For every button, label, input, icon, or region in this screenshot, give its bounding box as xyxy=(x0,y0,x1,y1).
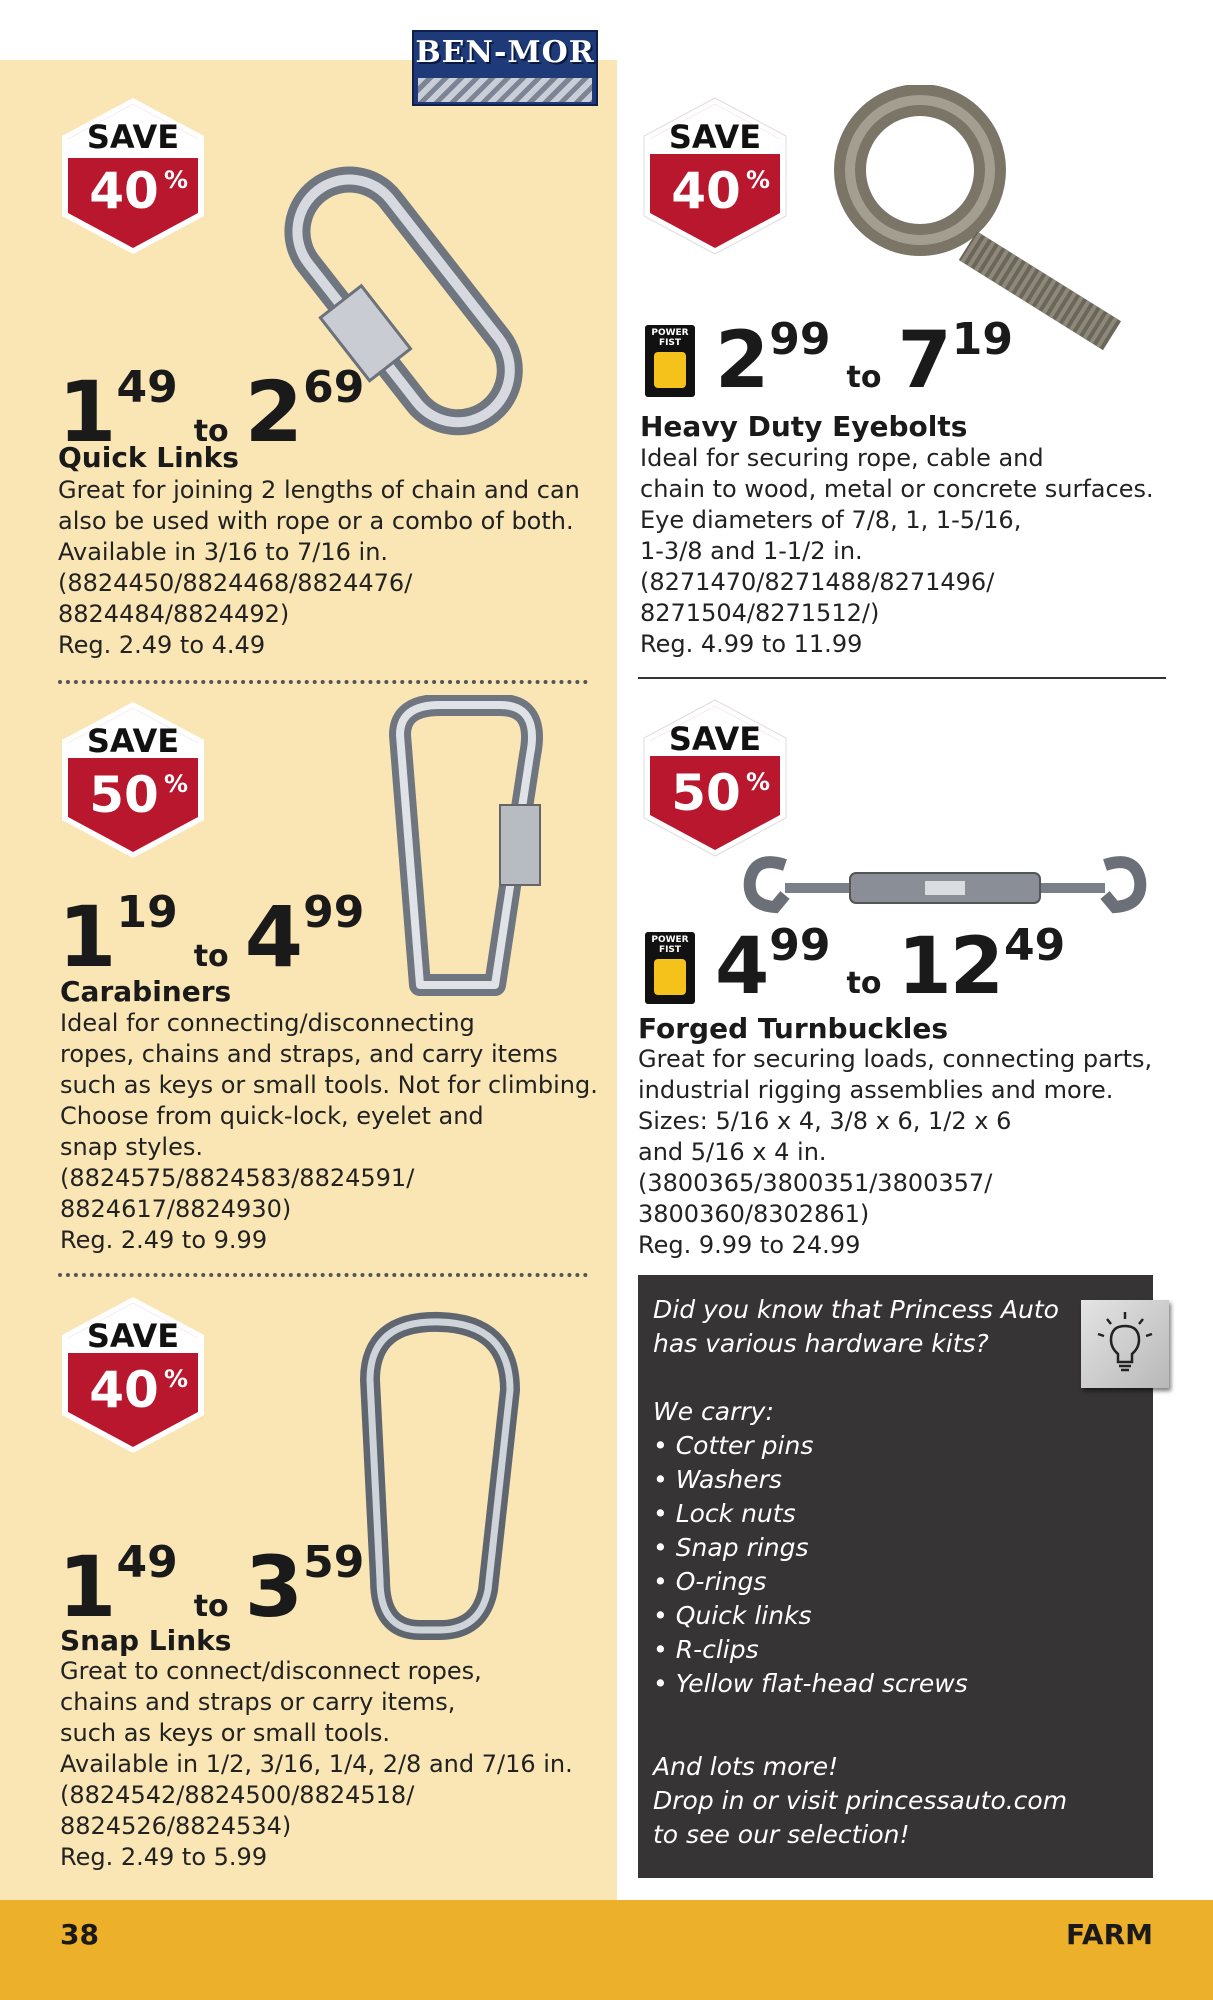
price-from-cents: 49 xyxy=(116,1537,178,1588)
price-from: 1 xyxy=(58,888,115,986)
price-to-cents: 49 xyxy=(1004,920,1066,971)
price-from-cents: 19 xyxy=(116,887,178,938)
svg-text:%: % xyxy=(163,770,189,798)
regular-price: Reg. 2.49 to 9.99 xyxy=(60,1226,268,1254)
divider xyxy=(58,680,588,684)
product-description: Great for joining 2 lengths of chain and can also be used with rope or a combo of both. Available in 3/16 to 7/16 in. (8824450/8824468/8824476/ 8824484/8824492) Reg. 2.49 to 4.49 xyxy=(58,475,598,661)
page-number: 38 xyxy=(60,1918,99,1951)
product-title: Carabiners xyxy=(60,975,232,1008)
power-fist-logo: POWER FIST xyxy=(645,325,695,397)
svg-text:40: 40 xyxy=(89,162,159,220)
price-from: 1 xyxy=(58,1538,115,1636)
product-description: Great for securing loads, connecting parts, industrial rigging assemblies and more. Sizes: 5/16 x 4, 3/8 x 6, 1/2 x 6 and 5/16 x 4 in. (3800365/3800351/3800357/ 3800360/8302861) Reg. 9.99 to 24.99 xyxy=(638,1044,1178,1261)
price-to-word: to xyxy=(846,966,882,1001)
price-to-word: to xyxy=(846,360,882,395)
svg-text:SAVE: SAVE xyxy=(86,1317,180,1355)
price-range xyxy=(715,314,1013,406)
price-from-cents: 49 xyxy=(116,362,178,413)
info-list-item: • Lock nuts xyxy=(653,1499,796,1528)
snap-link-icon xyxy=(360,1310,540,1650)
save-badge xyxy=(640,698,790,858)
save-badge xyxy=(58,96,208,256)
price-from: 2 xyxy=(715,316,768,406)
svg-text:50: 50 xyxy=(89,766,159,824)
price-to: 2 xyxy=(244,363,302,461)
product-description: Ideal for connecting/disconnecting ropes, chains and straps, and carry items such as keys or small tools. Not for climbing. Choose from quick-lock, eyelet and snap styles. (8824575/8824583/8824591/ 8824617/8824930) Reg. 2.49 to 9.99 xyxy=(60,1008,600,1256)
info-line: Did you know that Princess Auto xyxy=(653,1295,1059,1324)
info-line: has various hardware kits? xyxy=(653,1329,989,1358)
rope-graphic xyxy=(418,78,592,102)
svg-text:SAVE: SAVE xyxy=(668,720,762,758)
turnbuckle-icon xyxy=(735,845,1155,925)
svg-text:SAVE: SAVE xyxy=(86,118,180,156)
price-to: 7 xyxy=(897,316,950,406)
regular-price: Reg. 4.99 to 11.99 xyxy=(640,630,863,658)
info-list-item: • Snap rings xyxy=(653,1533,809,1562)
price-range xyxy=(58,1537,365,1636)
product-description: Great to connect/disconnect ropes, chains and straps or carry items, such as keys or small tools. Available in 1/2, 3/16, 1/4, 2/8 and 7/16 in. (8824542/8824500/8824518/ 8824526/8824534) Reg. 2.49 to 5.99 xyxy=(60,1656,610,1873)
price-from-cents: 99 xyxy=(769,920,831,971)
regular-price: Reg. 9.99 to 24.99 xyxy=(638,1231,861,1259)
svg-text:40: 40 xyxy=(89,1361,159,1419)
product-title: Forged Turnbuckles xyxy=(638,1012,949,1045)
price-to-cents: 19 xyxy=(951,314,1013,365)
svg-text:50: 50 xyxy=(671,764,741,822)
price-range xyxy=(58,887,365,986)
info-list-item: • Washers xyxy=(653,1465,782,1494)
svg-text:40: 40 xyxy=(671,162,741,220)
info-line: And lots more! xyxy=(653,1752,839,1781)
regular-price: Reg. 2.49 to 5.99 xyxy=(60,1843,268,1871)
info-list-item: • Yellow flat-head screws xyxy=(653,1669,968,1698)
save-badge xyxy=(640,96,790,256)
price-to-word: to xyxy=(193,939,229,974)
svg-text:%: % xyxy=(163,166,189,194)
price-to-cents: 59 xyxy=(303,1537,365,1588)
page-footer xyxy=(0,1900,1213,2000)
price-to: 4 xyxy=(244,888,302,986)
price-to-word: to xyxy=(193,1589,229,1624)
price-from: 1 xyxy=(58,363,115,461)
info-list-item: • O-rings xyxy=(653,1567,767,1596)
price-from: 4 xyxy=(715,922,768,1012)
hardware-kits-infobox xyxy=(638,1275,1153,1878)
ben-mor-logo xyxy=(412,30,598,106)
product-title: Snap Links xyxy=(60,1624,232,1657)
save-badge xyxy=(58,1295,208,1455)
save-badge xyxy=(58,700,208,860)
svg-text:SAVE: SAVE xyxy=(86,722,180,760)
product-title: Heavy Duty Eyebolts xyxy=(640,410,968,443)
price-to-word: to xyxy=(193,414,229,449)
product-title: Quick Links xyxy=(58,441,239,474)
regular-price: Reg. 2.49 to 4.49 xyxy=(58,631,266,659)
power-fist-logo: POWER FIST xyxy=(645,932,695,1004)
info-line: We carry: xyxy=(653,1397,774,1426)
info-list-item: • Cotter pins xyxy=(653,1431,814,1460)
brand-name: BEN-MOR xyxy=(415,35,595,70)
info-list-item: • R-clips xyxy=(653,1635,759,1664)
svg-text:SAVE: SAVE xyxy=(668,118,762,156)
info-line: to see our selection! xyxy=(653,1820,910,1849)
price-to: 3 xyxy=(244,1538,302,1636)
price-to-cents: 99 xyxy=(303,887,365,938)
carabiner-icon xyxy=(380,695,560,1005)
price-to: 12 xyxy=(897,922,1003,1012)
price-to-cents: 69 xyxy=(303,362,365,413)
svg-text:%: % xyxy=(745,768,771,796)
divider xyxy=(58,1273,588,1277)
price-range xyxy=(715,920,1066,1012)
svg-text:%: % xyxy=(163,1365,189,1393)
lightbulb-icon xyxy=(1081,1300,1169,1388)
info-list-item: • Quick links xyxy=(653,1601,812,1630)
product-description: Ideal for securing rope, cable and chain to wood, metal or concrete surfaces. Eye diameters of 7/8, 1, 1-5/16, 1-3/8 and 1-1/2 in. (8271470/8271488/8271496/ 8271504/8271512/) Reg. 4.99 to 11.99 xyxy=(640,443,1160,660)
divider xyxy=(638,677,1166,679)
svg-text:%: % xyxy=(745,166,771,194)
section-name: FARM xyxy=(1065,1918,1153,1951)
info-line: Drop in or visit princessauto.com xyxy=(653,1786,1068,1815)
price-from-cents: 99 xyxy=(769,314,831,365)
